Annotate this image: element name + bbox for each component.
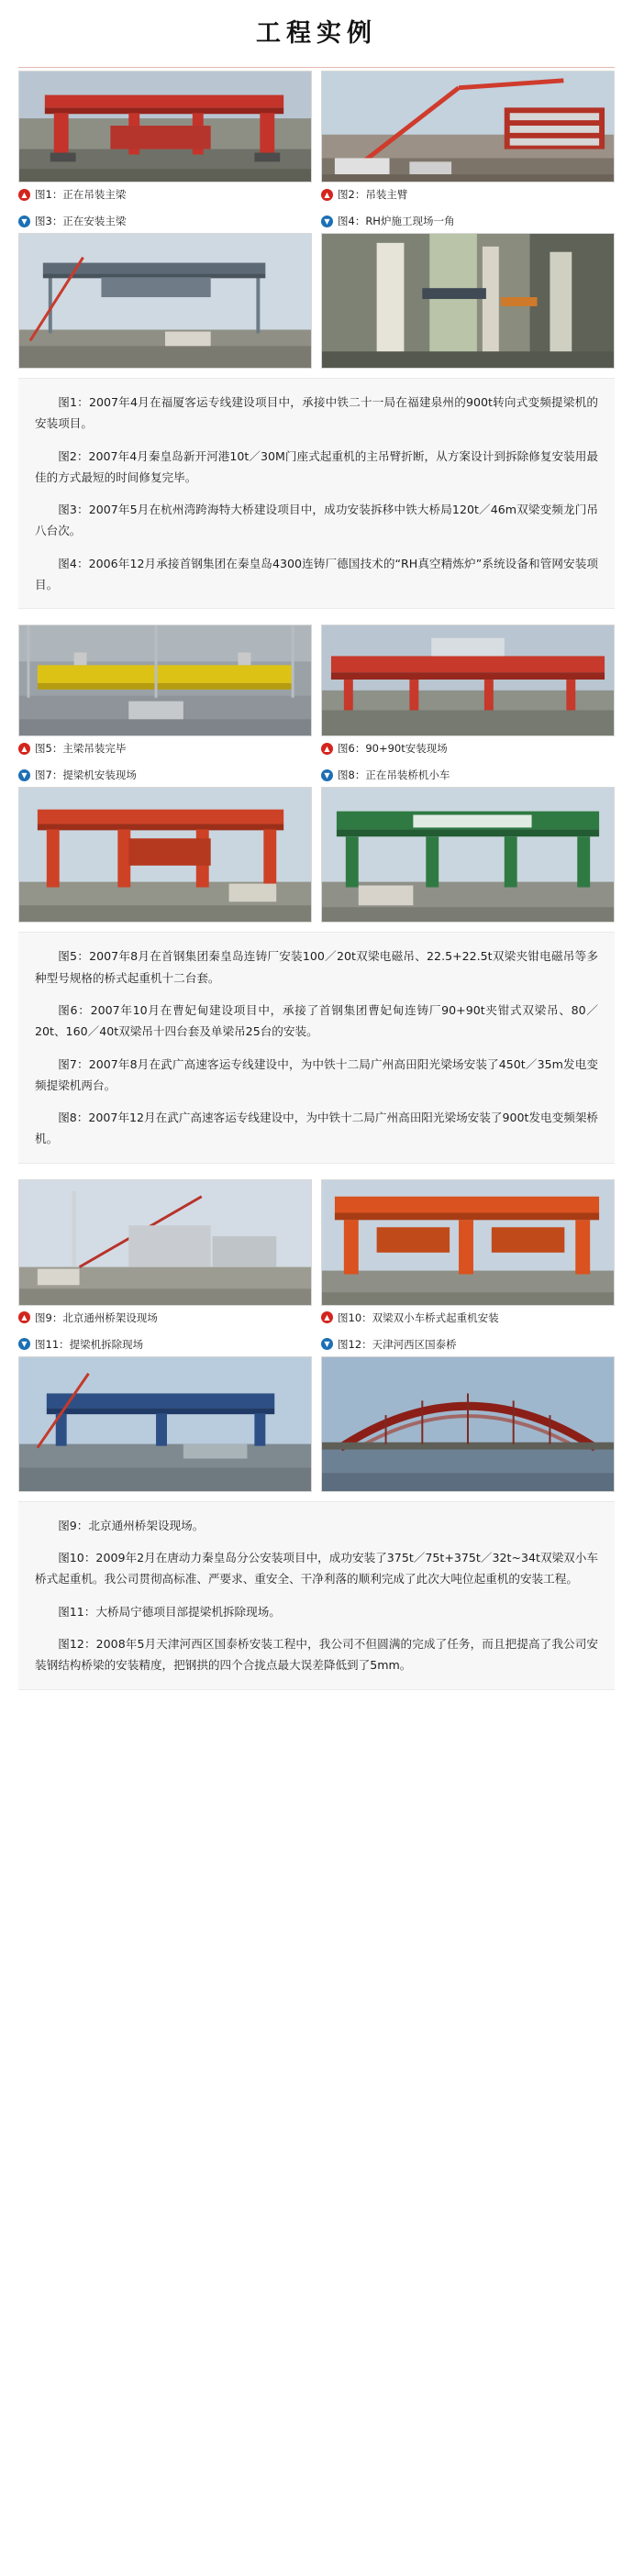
caption-fig3 [18, 209, 312, 233]
caption-fig8 [321, 763, 615, 787]
caption-marker-icon: ▼ [18, 216, 30, 227]
caption-marker-icon: ▼ [321, 1338, 333, 1350]
caption-fig5 [18, 736, 312, 760]
photo-cell-fig1 [18, 68, 316, 206]
caption-marker-icon: ▲ [321, 743, 333, 755]
photo-fig3 [18, 233, 312, 369]
caption-marker-icon: ▲ [18, 189, 30, 201]
caption-marker-icon: ▼ [18, 769, 30, 781]
photo-fig8 [321, 787, 615, 923]
photo-grid-3 [18, 1177, 615, 1492]
photo-cell-fig9 [18, 1177, 316, 1330]
photo-cell-fig2 [316, 68, 615, 206]
photo-cell-fig12 [316, 1330, 615, 1492]
text-block-2 [18, 932, 615, 1163]
page-title: 工程实例 [256, 19, 377, 48]
photo-cell-fig7 [18, 760, 316, 923]
paragraph: 图5：2007年8月在首钢集团秦皇岛连铸厂安装100／20t双梁电磁吊、22.5+22.5t双梁夹钳电磁吊等多种型号规格的桥式起重机十二台套。 [35, 949, 598, 985]
photo-fig4 [321, 233, 615, 369]
caption-fig10 [321, 1306, 615, 1330]
paragraph: 图10：2009年2月在唐动力秦皇岛分公安装项目中，成功安装了375t／75t+375t／32t~34t双梁双小车桥式起重机。我公司贯彻高标准、严要求、重安全、干净利落的顺利完成了此次大吨位起重机的安装工程。 [35, 1551, 598, 1587]
photo-fig9 [18, 1179, 312, 1306]
paragraph: 图8：2007年12月在武广高速客运专线建设中，为中铁十二局广州高田阳光梁场安装了900t发电变频架桥机。 [35, 1111, 599, 1146]
photo-cell-fig6 [316, 622, 615, 760]
photo-cell-fig11 [18, 1330, 316, 1492]
caption-text: 图5：主梁吊装完毕 [35, 742, 127, 756]
paragraph: 图3：2007年5月在杭州湾跨海特大桥建设项目中，成功安装拆移中铁大桥局120t／46m双梁变频龙门吊八台次。 [35, 503, 598, 538]
paragraph: 图6：2007年10月在曹妃甸建设项目中，承接了首钢集团曹妃甸连铸厂90+90t夹钳式双梁吊、80／20t、160／40t双梁吊十四台套及单梁吊25台的安装。 [35, 1002, 598, 1039]
paragraph: 图9：北京通州桥架设现场。 [58, 1518, 205, 1532]
caption-fig4 [321, 209, 615, 233]
photo-fig12 [321, 1356, 615, 1492]
text-block-1 [18, 378, 615, 609]
caption-marker-icon: ▲ [321, 1311, 333, 1323]
caption-marker-icon: ▲ [18, 1311, 30, 1323]
photo-grid-1 [18, 68, 615, 369]
caption-fig1 [18, 182, 312, 206]
photo-fig2 [321, 71, 615, 182]
page-title-band [0, 0, 633, 60]
caption-fig2 [321, 182, 615, 206]
caption-text: 图1：正在吊装主梁 [35, 188, 127, 201]
photo-cell-fig10 [316, 1177, 615, 1330]
caption-marker-icon: ▼ [321, 216, 333, 227]
caption-marker-icon: ▼ [321, 769, 333, 781]
paragraph: 图1：2007年4月在福厦客运专线建设项目中，承接中铁二十一局在福建泉州的900t转向式变频提梁机的安装项目。 [35, 395, 598, 431]
photo-fig5 [18, 625, 312, 736]
caption-fig9 [18, 1306, 312, 1330]
caption-text: 图12：天津河西区国泰桥 [338, 1337, 457, 1351]
caption-text: 图7：提梁机安装现场 [35, 768, 137, 782]
caption-fig12 [321, 1332, 615, 1356]
caption-text: 图10：双梁双小车桥式起重机安装 [338, 1310, 499, 1324]
paragraph: 图7：2007年8月在武广高速客运专线建设中，为中铁十二局广州高田阳光梁场安装了450t／35m发电变频提梁机两台。 [35, 1056, 598, 1092]
caption-text: 图6：90+90t安装现场 [338, 742, 448, 756]
caption-text: 图8：正在吊装桥机小车 [338, 768, 450, 782]
caption-marker-icon: ▲ [18, 743, 30, 755]
text-block-3 [18, 1501, 615, 1690]
caption-fig6 [321, 736, 615, 760]
bottom-spacer [0, 1703, 633, 1708]
paragraph: 图2：2007年4月秦皇岛新开河港10t／30M门座式起重机的主吊臂折断，从方案设计到拆除修复安装用最佳的方式最短的时间修复完毕。 [35, 448, 598, 484]
caption-text: 图11：提梁机拆除现场 [35, 1337, 144, 1351]
photo-fig7 [18, 787, 312, 923]
photo-cell-fig5 [18, 622, 316, 760]
photo-fig1 [18, 71, 312, 182]
photo-cell-fig8 [316, 760, 615, 923]
photo-cell-fig3 [18, 206, 316, 369]
caption-marker-icon: ▼ [18, 1338, 30, 1350]
paragraph: 图11：大桥局宁德项目部提梁机拆除现场。 [58, 1604, 281, 1619]
photo-grid-2 [18, 622, 615, 923]
paragraph: 图4：2006年12月承接首钢集团在秦皇岛4300连铸厂德国技术的“RH真空精炼炉”系统设备和管网安装项目。 [35, 556, 598, 592]
caption-text: 图9：北京通州桥架设现场 [35, 1310, 158, 1324]
caption-fig11 [18, 1332, 312, 1356]
caption-text: 图4：RH炉施工现场一角 [338, 215, 455, 227]
photo-fig10 [321, 1179, 615, 1306]
photo-fig11 [18, 1356, 312, 1492]
caption-fig7 [18, 763, 312, 787]
photo-cell-fig4 [316, 206, 615, 369]
caption-text: 图2：吊装主臂 [338, 188, 408, 201]
caption-text: 图3：正在安装主梁 [35, 215, 127, 227]
photo-fig6 [321, 625, 615, 736]
caption-marker-icon: ▲ [321, 189, 333, 201]
paragraph: 图12：2008年5月天津河西区国泰桥安装工程中，我公司不但圆满的完成了任务，而且把提高了我公司安装钢结构桥梁的安装精度，把钢拱的四个合拢点最大误差降低到了5mm。 [35, 1636, 598, 1673]
